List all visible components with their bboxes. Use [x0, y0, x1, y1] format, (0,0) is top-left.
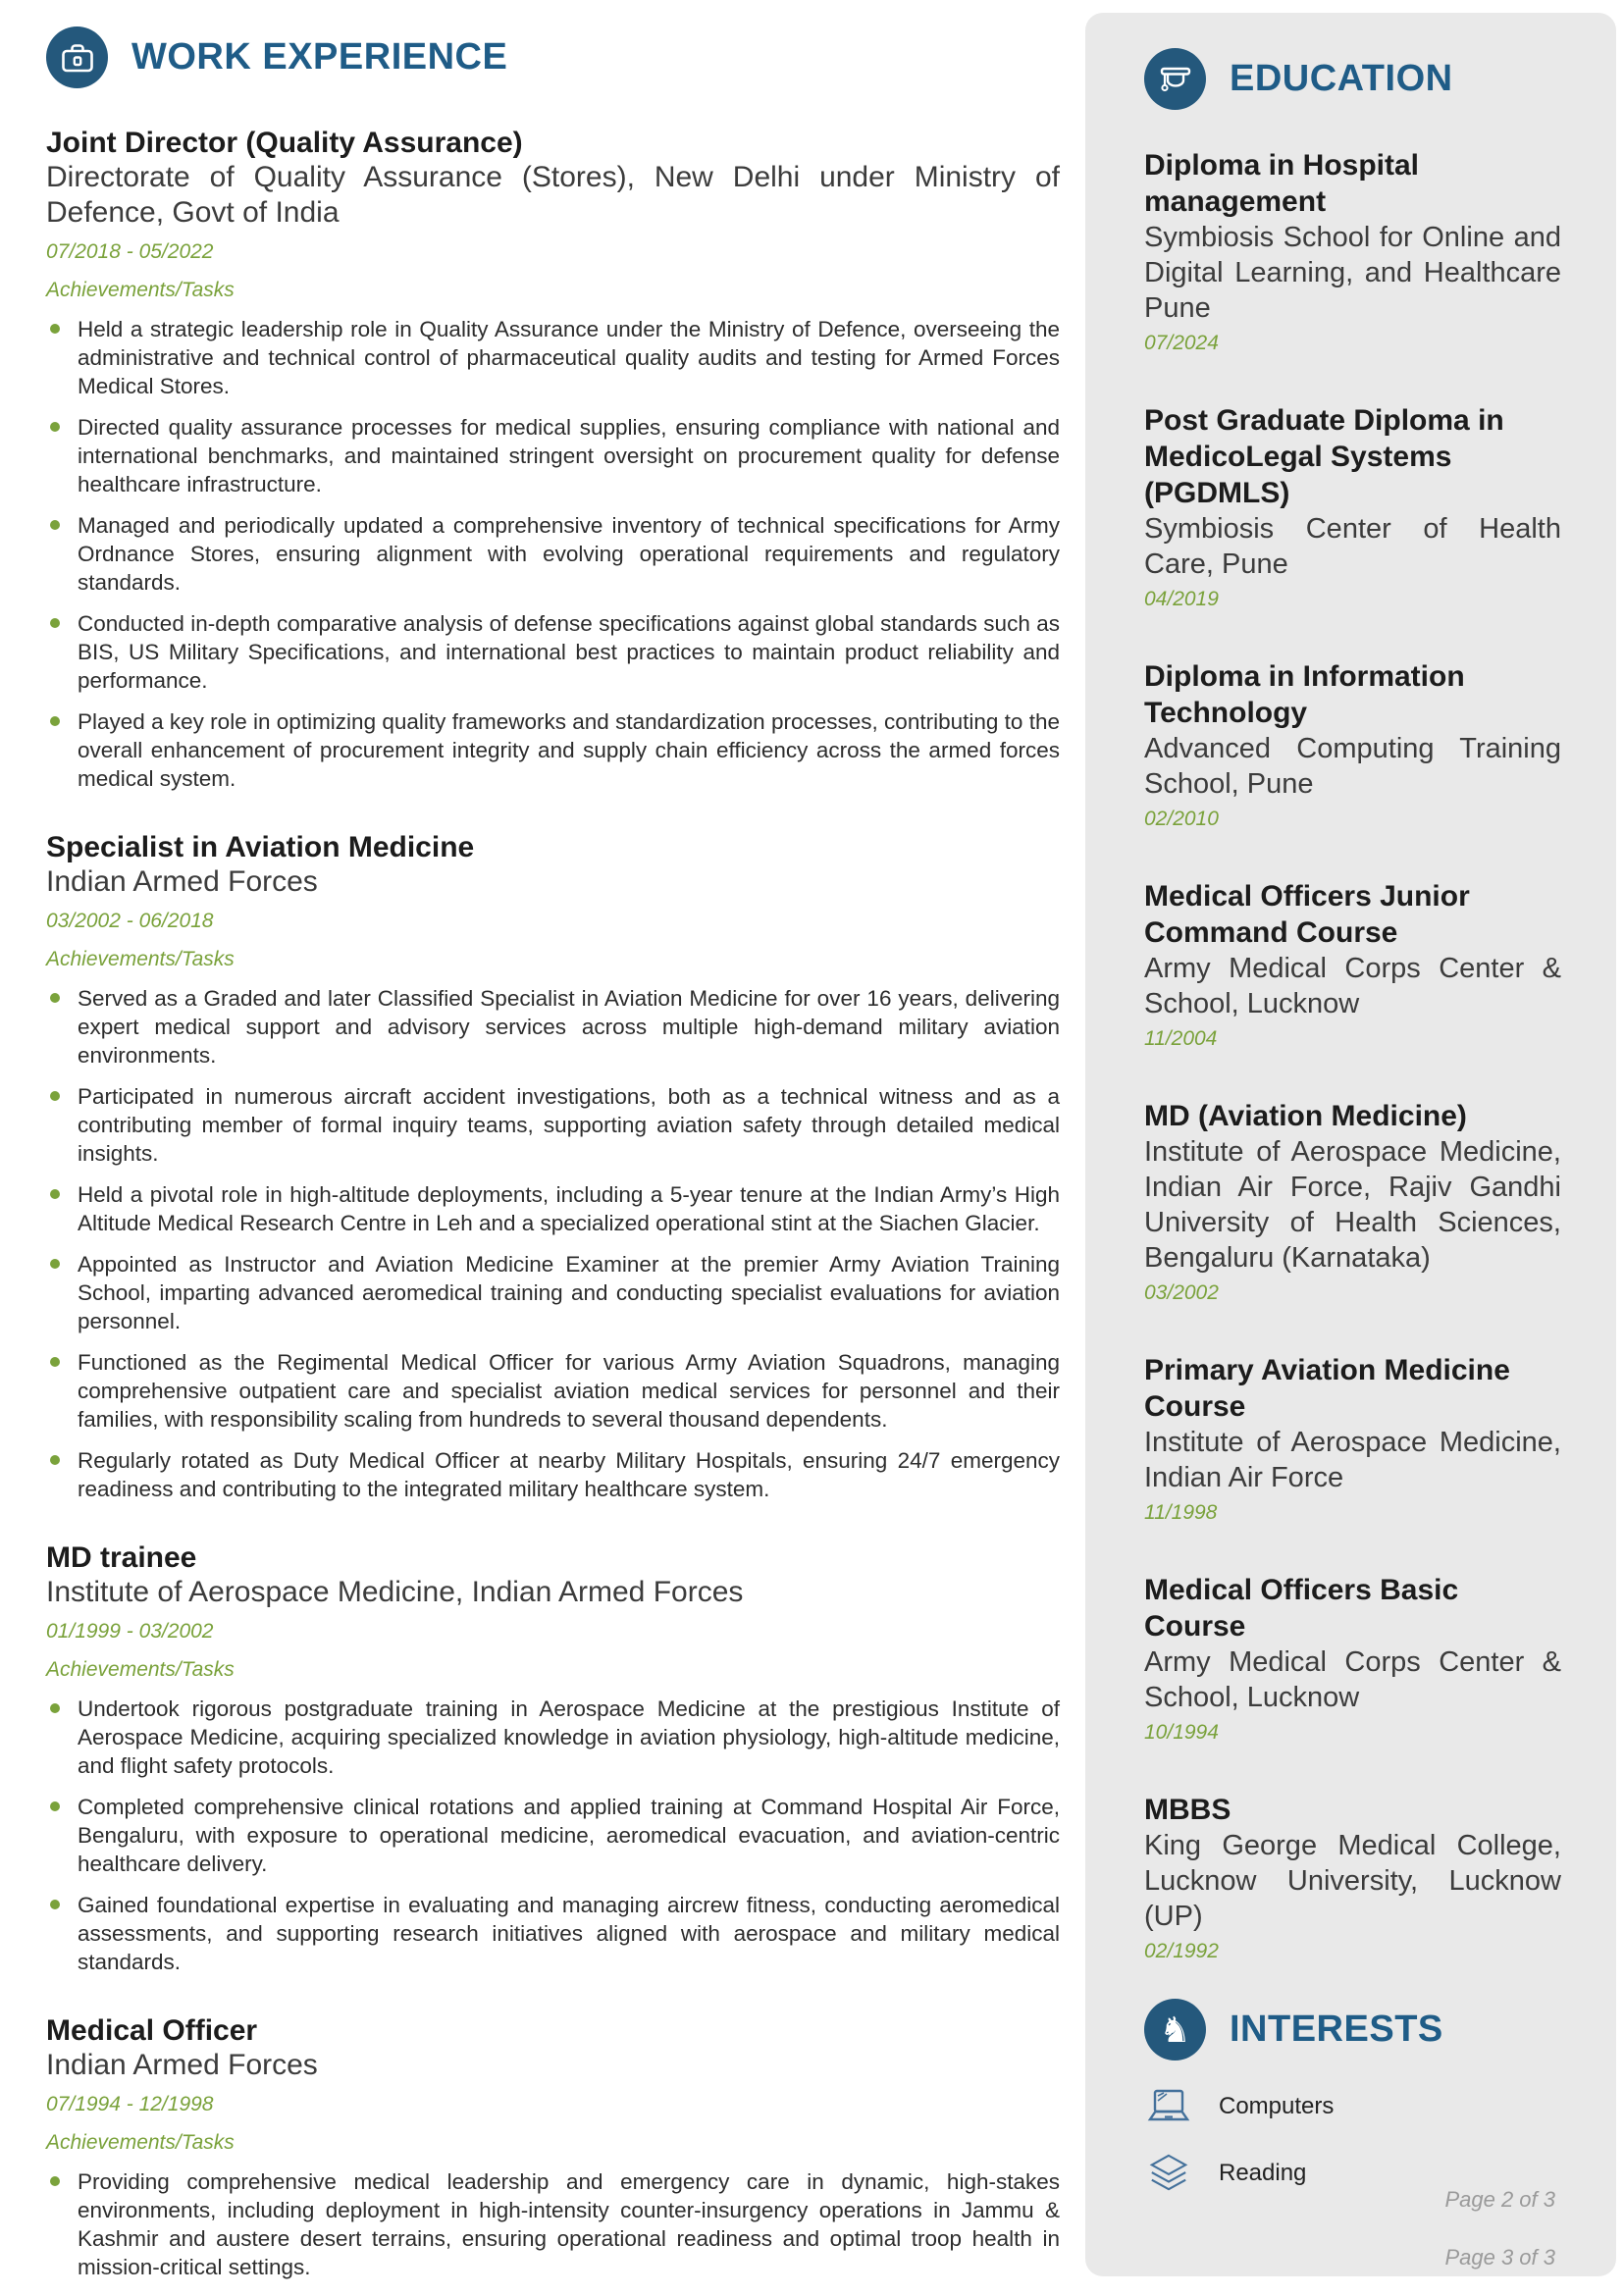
bullet-dot-icon [50, 1900, 60, 1909]
interests-header [1144, 1999, 1561, 2061]
education-date: 07/2024 [1144, 332, 1219, 354]
degree-title: Diploma in Information Technology [1144, 660, 1465, 729]
bullet-dot-icon [50, 1357, 60, 1367]
bullet-dot-icon [50, 618, 60, 628]
job-entry [46, 126, 1060, 793]
job-bullet [46, 1180, 1060, 1237]
job-entry [46, 830, 1060, 1503]
degree-title: Diploma in Hospital management [1144, 149, 1420, 218]
bullet-text: Conducted in-depth comparative analysis of defense specifications against global standards such as BIS, US Military Specifications, and international best practices to maintain product reliability and performance. [78, 611, 1060, 693]
bullet-text: Managed and periodically updated a comprehensive inventory of technical specifications for Army Ordnance Stores, ensuring alignment with evolving operational requirements and regulatory standards. [78, 513, 1060, 595]
institution: Army Medical Corps Center & School, Lucknow [1144, 1646, 1561, 1713]
page-number: Page 2 of 3 [1444, 2187, 1555, 2212]
job-bullet [46, 511, 1060, 597]
job-title: Medical Officer [46, 2014, 258, 2047]
education-date: 10/1994 [1144, 1721, 1219, 1744]
education-entry [1144, 1792, 1561, 1963]
bullet-text: Completed comprehensive clinical rotations and applied training at Command Hospital Air Force, Bengaluru, with exposure to operational medicine, aeromedical evacuation, and aviation-centric healthcare delivery. [78, 1795, 1060, 1876]
job-organization: Indian Armed Forces [46, 2049, 318, 2081]
job-bullet [46, 1793, 1060, 1878]
institution: Army Medical Corps Center & School, Lucknow [1144, 953, 1561, 1019]
degree-title: Medical Officers Basic Course [1144, 1574, 1459, 1643]
bullet-text: Gained foundational expertise in evaluating and managing aircrew fitness, conducting aeromedical assessments, and supporting research initiatives aligned with aerospace and military medical standards. [78, 1893, 1060, 1974]
job-entry [46, 2013, 1060, 2281]
laptop-icon [1144, 2088, 1193, 2125]
bullet-text: Appointed as Instructor and Aviation Medicine Examiner at the premier Army Aviation Training School, imparting advanced aeromedical training and conducting specialist evaluations for aviation personnel. [78, 1252, 1060, 1333]
job-entry [46, 1540, 1060, 1976]
job-organization: Institute of Aerospace Medicine, Indian Armed Forces [46, 1576, 744, 1608]
education-title: EDUCATION [1230, 58, 1453, 99]
job-date-range: 03/2002 - 06/2018 [46, 910, 214, 932]
education-entry [1144, 1572, 1561, 1745]
bullet-dot-icon [50, 422, 60, 432]
briefcase-icon [46, 26, 108, 88]
job-bullet [46, 315, 1060, 400]
degree-title: MD (Aviation Medicine) [1144, 1100, 1467, 1132]
education-header [1144, 48, 1561, 110]
bullet-dot-icon [50, 1703, 60, 1713]
job-bullet [46, 1695, 1060, 1780]
job-date-range: 07/1994 - 12/1998 [46, 2093, 214, 2115]
bullet-text: Functioned as the Regimental Medical Officer for various Army Aviation Squadrons, managing comprehensive outpatient care and specialist aviation medical services for personnel and their families, with responsibility scaling from hundreds to several thousand dependents. [78, 1350, 1060, 1432]
bullet-text: Participated in numerous aircraft accident investigations, both as a technical witness and as a contributing member of formal inquiry teams, supporting aviation safety through detailed medical insights. [78, 1084, 1060, 1166]
degree-title: Post Graduate Diploma in MedicoLegal Systems (PGDMLS) [1144, 404, 1504, 509]
achievements-label: Achievements/Tasks [46, 279, 235, 301]
bullet-text: Played a key role in optimizing quality frameworks and standardization processes, contributing to the overall enhancement of procurement integrity and supply chain efficiency across the armed forces medical system. [78, 709, 1060, 791]
bullet-dot-icon [50, 716, 60, 726]
degree-title: MBBS [1144, 1794, 1231, 1826]
bullet-text: Served as a Graded and later Classified Specialist in Aviation Medicine for over 16 years, delivering expert medical support and advisory services across multiple high-demand military aviation environments. [78, 986, 1060, 1068]
education-date: 03/2002 [1144, 1281, 1219, 1304]
education-date: 11/2004 [1144, 1027, 1218, 1050]
achievements-label: Achievements/Tasks [46, 948, 235, 970]
job-bullet [46, 1082, 1060, 1168]
job-bullet [46, 1891, 1060, 1976]
job-bullet [46, 413, 1060, 498]
institution: Institute of Aerospace Medicine, Indian Air Force [1144, 1427, 1561, 1493]
institution: King George Medical College, Lucknow University, Lucknow (UP) [1144, 1830, 1561, 1932]
bullet-dot-icon [50, 993, 60, 1003]
job-title: Specialist in Aviation Medicine [46, 831, 475, 863]
achievements-label: Achievements/Tasks [46, 2131, 235, 2154]
job-bullet [46, 1250, 1060, 1335]
layers-icon [1144, 2153, 1193, 2194]
job-title: MD trainee [46, 1541, 197, 1574]
education-date: 02/1992 [1144, 1940, 1219, 1962]
job-bullet [46, 1348, 1060, 1434]
interests-title: INTERESTS [1230, 2009, 1443, 2050]
job-bullet [46, 2167, 1060, 2281]
education-date: 02/2010 [1144, 808, 1219, 830]
education-date: 04/2019 [1144, 588, 1219, 610]
job-organization: Directorate of Quality Assurance (Stores), New Delhi under Ministry of Defence, Govt of India [46, 161, 1060, 229]
page-number: Page 3 of 3 [1444, 2245, 1555, 2270]
education-entry [1144, 147, 1561, 355]
bullet-text: Directed quality assurance processes for medical supplies, ensuring compliance with national and international benchmarks, and maintained stringent oversight on procurement quality for defense healthcare infrastructure. [78, 415, 1060, 496]
bullet-dot-icon [50, 1259, 60, 1269]
education-entry [1144, 878, 1561, 1051]
bullet-text: Regularly rotated as Duty Medical Officer at nearby Military Hospitals, ensuring 24/7 emergency readiness and contributing to the integrated military healthcare system. [78, 1448, 1060, 1501]
interest-item [1144, 2088, 1561, 2125]
institution: Symbiosis Center of Health Care, Pune [1144, 513, 1561, 580]
interest-label: Computers [1219, 2093, 1335, 2119]
education-entry [1144, 1098, 1561, 1305]
bullet-dot-icon [50, 520, 60, 530]
job-date-range: 07/2018 - 05/2022 [46, 240, 214, 263]
job-organization: Indian Armed Forces [46, 865, 318, 898]
job-bullet [46, 707, 1060, 793]
bullet-text: Providing comprehensive medical leadership and emergency care in dynamic, high-stakes environments, including deployment in high-intensity counter-insurgency operations in Jammu & Kashmir and austere desert terrains, ensuring operational readiness and optimal troop health in mission-critical settings. [78, 2169, 1060, 2279]
institution: Symbiosis School for Online and Digital Learning, and Healthcare Pune [1144, 222, 1561, 324]
bullet-dot-icon [50, 1455, 60, 1465]
education-date: 11/1998 [1144, 1501, 1218, 1524]
sidebar-panel [1085, 13, 1616, 2276]
bullet-text: Held a strategic leadership role in Quality Assurance under the Ministry of Defence, overseeing the administrative and technical control of pharmaceutical quality audits and testing for Armed Forces Medical Stores. [78, 317, 1060, 398]
degree-title: Medical Officers Junior Command Course [1144, 880, 1470, 949]
page-footer [1444, 2155, 1555, 2270]
chess-knight-icon: ♞ [1144, 1999, 1206, 2061]
bullet-dot-icon [50, 2176, 60, 2186]
education-entry [1144, 1352, 1561, 1525]
bullet-dot-icon [50, 1801, 60, 1811]
bullet-dot-icon [50, 1091, 60, 1101]
interest-label: Reading [1219, 2160, 1307, 2186]
job-bullet [46, 609, 1060, 695]
bullet-text: Undertook rigorous postgraduate training in Aerospace Medicine at the prestigious Institute of Aerospace Medicine, acquiring specialized knowledge in aviation physiology, high-altitude medicine, and flight safety protocols. [78, 1696, 1060, 1778]
job-bullet [46, 1446, 1060, 1503]
job-title: Joint Director (Quality Assurance) [46, 127, 523, 159]
education-entry [1144, 402, 1561, 611]
degree-title: Primary Aviation Medicine Course [1144, 1354, 1510, 1423]
institution: Advanced Computing Training School, Pune [1144, 733, 1561, 800]
achievements-label: Achievements/Tasks [46, 1658, 235, 1681]
work-experience-title: WORK EXPERIENCE [131, 36, 508, 78]
job-date-range: 01/1999 - 03/2002 [46, 1620, 214, 1643]
work-experience-header [46, 26, 1060, 88]
education-entry [1144, 658, 1561, 831]
job-bullet [46, 984, 1060, 1070]
bullet-dot-icon [50, 1189, 60, 1199]
bullet-text: Held a pivotal role in high-altitude deployments, including a 5-year tenure at the Indian Army’s High Altitude Medical Research Centre in Leh and a specialized operational stint at the Siachen Glacier. [78, 1182, 1060, 1235]
bullet-dot-icon [50, 324, 60, 334]
graduation-cap-icon [1144, 48, 1206, 110]
institution: Institute of Aerospace Medicine, Indian Air Force, Rajiv Gandhi University of Health Sciences, Bengaluru (Karnataka) [1144, 1136, 1561, 1274]
